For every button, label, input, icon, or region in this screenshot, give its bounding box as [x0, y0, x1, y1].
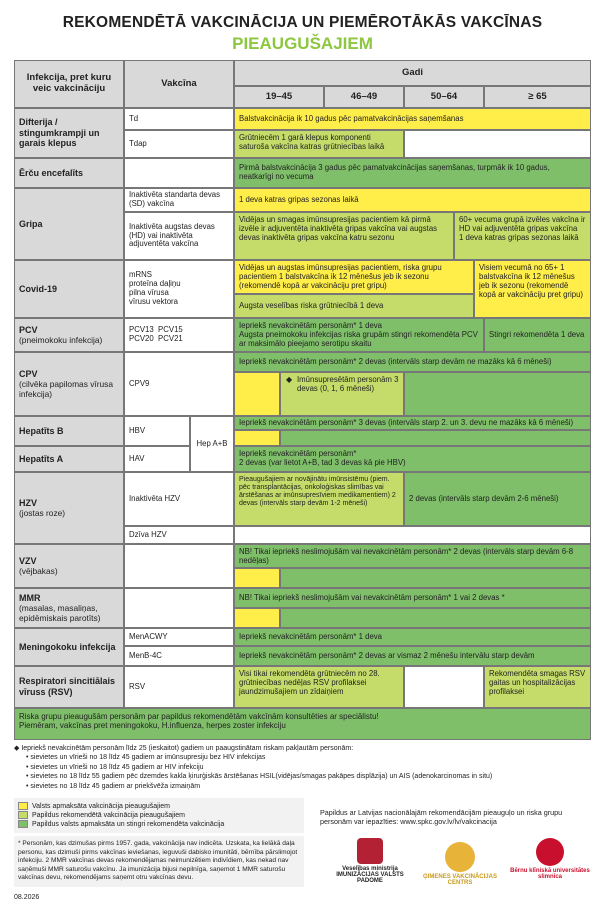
covid-pregnancy: Augsta veselības riska grūtniecībā 1 deva [234, 294, 474, 318]
header-vaccine: Vakcīna [124, 60, 234, 108]
infection-hpv [14, 352, 124, 416]
vaccine-hzv-inactivated: Inaktivēta HZV [124, 472, 234, 526]
vaccine-hep-ab: Hep A+B [190, 416, 234, 472]
infection-hepb: Hepatīts B [14, 416, 124, 446]
mmr-yellow [234, 608, 280, 628]
hepb-recommendation: Iepriekš nevakcinētām personām* 3 devas (intervāls starp 2. un 3. devu ne mazāks kā 6 mēneši) [234, 416, 591, 430]
covid-immuno: Vidējas un augstas imūnsupresijas pacientiem, riska grupu pacientiem 1 balstvakcīna ik 12 mēnešus jeb ik sezonu (rekomendē kopā ar vakcināciju pret gripu) [234, 260, 474, 294]
hzv-recommendation: 2 devas (intervāls starp devām 2-6 mēneši) [404, 472, 591, 526]
hpv-recommendation: Iepriekš nevakcinētām personām* 2 devas (intervāls starp devām ne mazāks kā 6 mēneši) [234, 352, 591, 372]
infection-hepa: Hepatīts A [14, 446, 124, 472]
logo-imunizacijas-padome [330, 838, 410, 884]
vaccine-menacwy: MenACWY [124, 628, 234, 646]
rsv-empty [404, 666, 484, 708]
coat-of-arms-icon [357, 838, 383, 864]
vzv-sub: (vējbakas) [19, 566, 58, 577]
vzv-yellow [234, 568, 280, 588]
legend-swatch-yellow [18, 802, 28, 810]
bullet-item: sievietes no 18 līdz 55 gadiem pēc dzemdes kakla ķirurģiskās ārstēšanas HSIL(vidējas/smagas pakāpes displāzija) un AIS (adenokarcinomas in situ) [30, 773, 493, 781]
menb-recommendation: Iepriekš nevakcinētām personām* 2 devas ar vismaz 2 mēnešu intervālu starp devām [234, 646, 591, 666]
flu-hd-60plus: 60+ vecuma grupā izvēles vakcīna ir HD vai adjuventēta gripas vakcīna 1 deva katras gripas sezonas laikā [454, 212, 591, 260]
logo-bkus [510, 838, 590, 880]
vaccine-mmr-empty [124, 588, 234, 628]
flu-hd-immuno: Vidējas un smagas imūnsupresijas pacientiem kā pirmā izvēle ir adjuventēta inaktivēta gripas vakcīna vai augstas devas inaktivēta gripas vakcīna katru sezonu [234, 212, 454, 260]
infection-rsv: Respiratori sincitiālais vīruss (RSV) [14, 666, 124, 708]
infection-flu: Gripa [14, 188, 124, 260]
diamond-icon: ◆ [14, 745, 22, 752]
header-ages: Gadi [234, 60, 591, 86]
vaccine-hav: HAV [124, 446, 190, 472]
rsv-65plus: Rekomendēta smagas RSV gaitas un hospitalizācijas profilaksei [484, 666, 591, 708]
rsv-pregnancy: Visi tikai rekomendēta grūtniecēm no 28. grūtniecības nedēļas RSV profilaksei jaundzimušajiem un zīdaiņiem [234, 666, 404, 708]
vaccination-table [14, 60, 591, 740]
vaccine-hzv-live: Dzīva HZV [124, 526, 234, 544]
logo-gimenes-vakcinacijas-centrs [420, 842, 500, 886]
sun-icon [445, 842, 475, 872]
hzv-immuno: Pieaugušajiem ar novājinātu imūnsistēmu (piem. pēc transplantācijas, onkoloģiskas slimības vai ārstēšanas ar imūnsupresīviem medikamentiem) 2 devas (intervāls starp devām 1-2 mēneši) [234, 472, 404, 526]
vaccine-covid [124, 260, 234, 318]
mmr-name: MMR [19, 592, 41, 603]
covid-vaccine-2: proteīna daļiņu [129, 279, 181, 289]
footnote: * Personām, kas dzimušas pirms 1957. gada, vakcinācija nav indicēta. Uzskata, ka lielākā daļa personu, kas dzimuši pirms vakcīnas ieviešanas, ieguvuši dabisko imunitāti, bērnība pārslimojot infekciju. 2 MMR vakcīnas devas rekomendējamas neimunizētiem indivīdiem, kas nekad nav saņēmuši MMR saturošu vakcīnu. Ja imunizācija bijusi nepilnīga, saņemot 1 MMR saturošu vakcīnas devu, rekomendējams saņemt otru vakcīnas devu. [14, 836, 304, 887]
tdap-recommendation: Grūtniecēm 1 garā klepus komponenti saturoša vakcīna katras grūtniecības laikā [234, 130, 404, 158]
vaccine-rsv: RSV [124, 666, 234, 708]
vzv-name: VZV [19, 555, 37, 566]
covid-65plus: Visiem vecumā no 65+ 1 balstvakcīna ik 12 mēnešus jeb ik sezonu (rekomendē kopā ar vakcināciju pret gripu) [474, 260, 591, 318]
header-age-50-64: 50–64 [404, 86, 484, 108]
hpv-yellow [234, 372, 280, 416]
hpv-immuno [280, 372, 404, 416]
infection-meningococcal: Meningokoku infekcija [14, 628, 124, 666]
pcv-sub: (pneimokoku infekcija) [19, 335, 103, 346]
pcv-65plus: Stingri rekomendēta 1 deva [484, 318, 591, 352]
legend-item: Papildus valsts apmaksāta un stingri rekomendēta vakcinācija [32, 821, 225, 829]
info-text: Papildus ar Latvijas nacionālajām rekomendācijām pieauguļo un riska grupu personām var iepazīties: www.spkc.gov.lv/lv/vakcinacija [320, 808, 563, 827]
vaccine-menb: MenB-4C [124, 646, 234, 666]
infection-pcv [14, 318, 124, 352]
infection-hzv [14, 472, 124, 544]
hpv-green [404, 372, 591, 416]
bullet-item: sievietes no 18 līdz 45 gadiem ar priekšvēža izmaiņām [30, 782, 201, 790]
infection-mmr [14, 588, 124, 628]
vaccine-flu-hd: Inaktivēta augstas devas (HD) vai inaktivēta adjuventēta vakcīna [124, 212, 234, 260]
hpv-sub: (cilvēka papilomas vīrusa infekcija) [19, 379, 114, 400]
header-infection: Infekcija, pret kuru veic vakcināciju [14, 60, 124, 108]
mmr-recommendation: NB! Tikai iepriekš neslimojušām vai nevakcinētām personām* 1 vai 2 devas * [234, 588, 591, 608]
vaccine-vzv-empty [124, 544, 234, 588]
legend-item: Valsts apmaksāta vakcinācija pieaugušajiem [32, 803, 170, 810]
vaccine-tbe-empty [124, 158, 234, 188]
pcv-name: PCV [19, 324, 38, 335]
title-line-1: REKOMENDĒTĀ VAKCINĀCIJA UN PIEMĒROTĀKĀS VAKCĪNAS [62, 14, 543, 31]
infection-tick-encephalitis: Ērču encefalīts [14, 158, 124, 188]
legend-item: Papildus rekomendētā vakcinācija pieaugušajiem [32, 812, 185, 820]
bullets-head: Iepriekš nevakcinētām personām līdz 25 (ieskaitot) gadiem un paaugstinātam riskam pakļautām personām: [21, 745, 354, 752]
bullet-item: sievietes un vīrieši no 18 līdz 45 gadiem ar HIV infekciju [30, 763, 204, 771]
vaccine-td: Td [124, 108, 234, 130]
bullet-item: sievietes un vīrieši no 18 līdz 45 gadiem ar imūnsupresiju bez HIV infekcijas [30, 754, 266, 762]
bullets-section: ◆ Iepriekš nevakcinētām personām līdz 25 (ieskaitot) gadiem un paaugstinātam riskam pakļautām personām: • sievietes un vīrieši no 18 līdz 45 gadiem ar imūnsupresiju bez HIV infekcijas • sievietes un vīrieši no 18 līdz 45 gadiem ar HIV infekciju • sievietes no 18 līdz 55 gadiem pēc dzemdes kakla ķirurģiskās ārstēšanas HSIL(vidējas/smagas pakāpes displāzija) un AIS (adenokarcinomas in situ) • sievietes no 18 līdz 45 gadiem ar priekšvēža izmaiņām [14, 745, 493, 790]
legend-box [14, 798, 304, 833]
covid-vaccine-3: pilna vīrusa [129, 288, 169, 297]
header-age-19-45: 19–45 [234, 86, 324, 108]
tbe-recommendation: Pirmā balstvakcinācija 3 gadus pēc pamatvakcinācijas saņemšanas, turpmāk ik 10 gadus, neatkarīgi no vecuma [234, 158, 591, 188]
header-age-65: ≥ 65 [484, 86, 591, 108]
tdap-empty [404, 130, 591, 158]
infection-vzv [14, 544, 124, 588]
td-recommendation: Balstvakcinācija ik 10 gadus pēc pamatvakcinācijas saņemšanas [234, 108, 591, 130]
hpv-name: CPV [19, 368, 38, 379]
risk-group-note: Riska grupu pieaugušām personām par papildus rekomendētām vakcīnām konsultēties ar speciālistu! Piemēram, vakcīnas pret meningokoku, H.influenza, herpes zoster infekciju [14, 708, 591, 740]
menacwy-recommendation: Iepriekš nevakcinētām personām* 1 deva [234, 628, 591, 646]
vaccine-tdap: Tdap [124, 130, 234, 158]
covid-vaccine-4: vīrusu vektora [129, 296, 178, 306]
title-line-2: PIEAUGUŠAJIEM [232, 34, 373, 53]
diamond-icon: ◆ [286, 375, 292, 384]
vzv-green [280, 568, 591, 588]
hzv-name: HZV [19, 497, 37, 508]
pcv-recommendation: Iepriekš nevakcinētām personām* 1 deva Augsta pneimokoku infekcijas riska grupām stingri rekomendēta PCV ar maksimālo pieejamo serotipu skaitu [234, 318, 484, 352]
vzv-recommendation: NB! Tikai iepriekš neslimojušām vai nevakcinētām personām* 2 devas (intervāls starp devām 6-8 nedēļas) [234, 544, 591, 568]
mmr-sub: (masalas, masaliņas, epidēmiskais parotīts) [19, 603, 101, 624]
vaccine-flu-sd: Inaktivēta standarta devas (SD) vakcīna [124, 188, 234, 212]
header-age-46-49: 46–49 [324, 86, 404, 108]
hepb-green [280, 430, 591, 446]
vaccine-hbv: HBV [124, 416, 190, 446]
hpv-immuno-text: Imūnsupresētām personām 3 devas (0, 1, 6 mēneši) [297, 375, 399, 393]
mmr-green [280, 608, 591, 628]
legend-swatch-light-green [18, 811, 28, 819]
vaccine-hpv: CPV9 [124, 352, 234, 416]
hospital-logo-icon [536, 838, 564, 866]
vaccine-pcv: PCV13 PCV15 PCV20 PCV21 [124, 318, 234, 352]
hzv-live-empty [234, 526, 591, 544]
flu-sd-recommendation: 1 deva katras gripas sezonas laikā [234, 188, 591, 212]
covid-vaccine-1: mRNS [129, 270, 152, 280]
logo-text-3: Bērnu klīniskā universitātes slimnīca [510, 868, 590, 880]
date: 08.2026 [14, 894, 40, 901]
logo-text-2: ĢIMENES VAKCINĀCIJAS CENTRS [423, 874, 497, 886]
infection-covid: Covid-19 [14, 260, 124, 318]
infection-diphtheria: Difterija / stingumkrampji un garais klepus [14, 108, 124, 158]
logo-text-1: Veselības ministrija IMUNIZĀCIJAS VALSTS PADOME [336, 866, 404, 884]
hepb-yellow [234, 430, 280, 446]
hzv-sub: (jostas roze) [19, 508, 66, 519]
legend-swatch-dark-green [18, 820, 28, 828]
hepa-recommendation: Iepriekš nevakcinētām personām* 2 devas (var lietot A+B, tad 3 devas kā pie HBV) [234, 446, 591, 472]
